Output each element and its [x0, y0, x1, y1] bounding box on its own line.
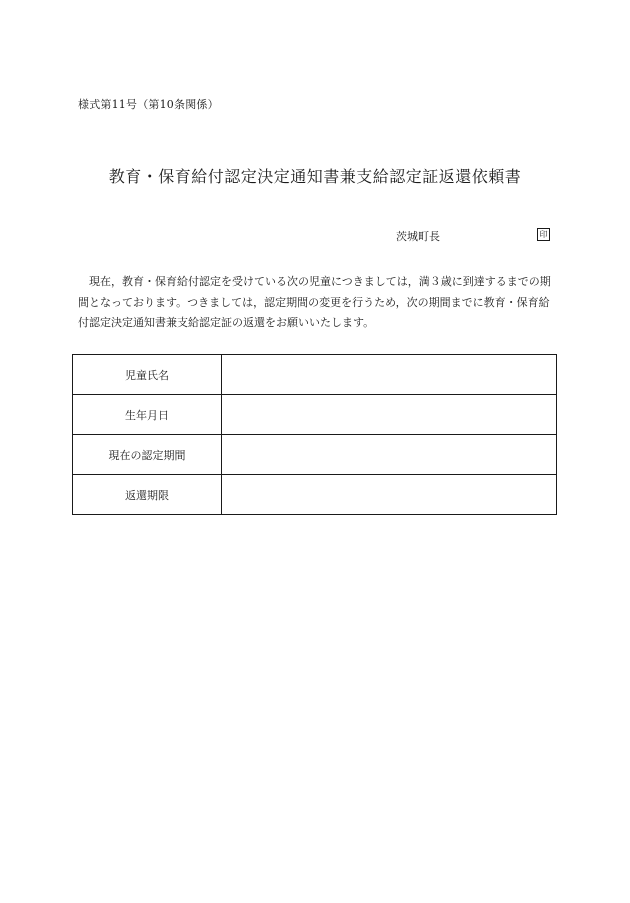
return-deadline-label: 返還期限 — [73, 475, 222, 515]
child-name-label: 児童氏名 — [73, 355, 222, 395]
addressee: 茨城町長 — [396, 230, 440, 243]
child-name-field[interactable] — [222, 355, 557, 395]
current-period-field[interactable] — [222, 435, 557, 475]
birth-date-label: 生年月日 — [73, 395, 222, 435]
current-period-label: 現在の認定期間 — [73, 435, 222, 475]
form-number: 様式第11号（第10条関係） — [78, 98, 219, 111]
seal-mark: 印 — [537, 228, 550, 241]
table-row — [73, 435, 557, 475]
document-title: 教育・保育給付認定決定通知書兼支給認定証返還依頼書 — [108, 167, 522, 186]
table-row — [73, 395, 557, 435]
body-paragraph: 現在，教育・保育給付認定を受けている次の児童につきましては，満３歳に到達するまでの期間となっております。つきましては，認定期間の変更を行うため，次の期間までに教育・保育給付認定決定通知書兼支給認定証の返還をお願いいたします。 — [78, 275, 551, 329]
birth-date-field[interactable] — [222, 395, 557, 435]
return-deadline-field[interactable] — [222, 475, 557, 515]
table-row — [73, 355, 557, 395]
table-row — [73, 475, 557, 515]
info-table — [72, 354, 557, 515]
